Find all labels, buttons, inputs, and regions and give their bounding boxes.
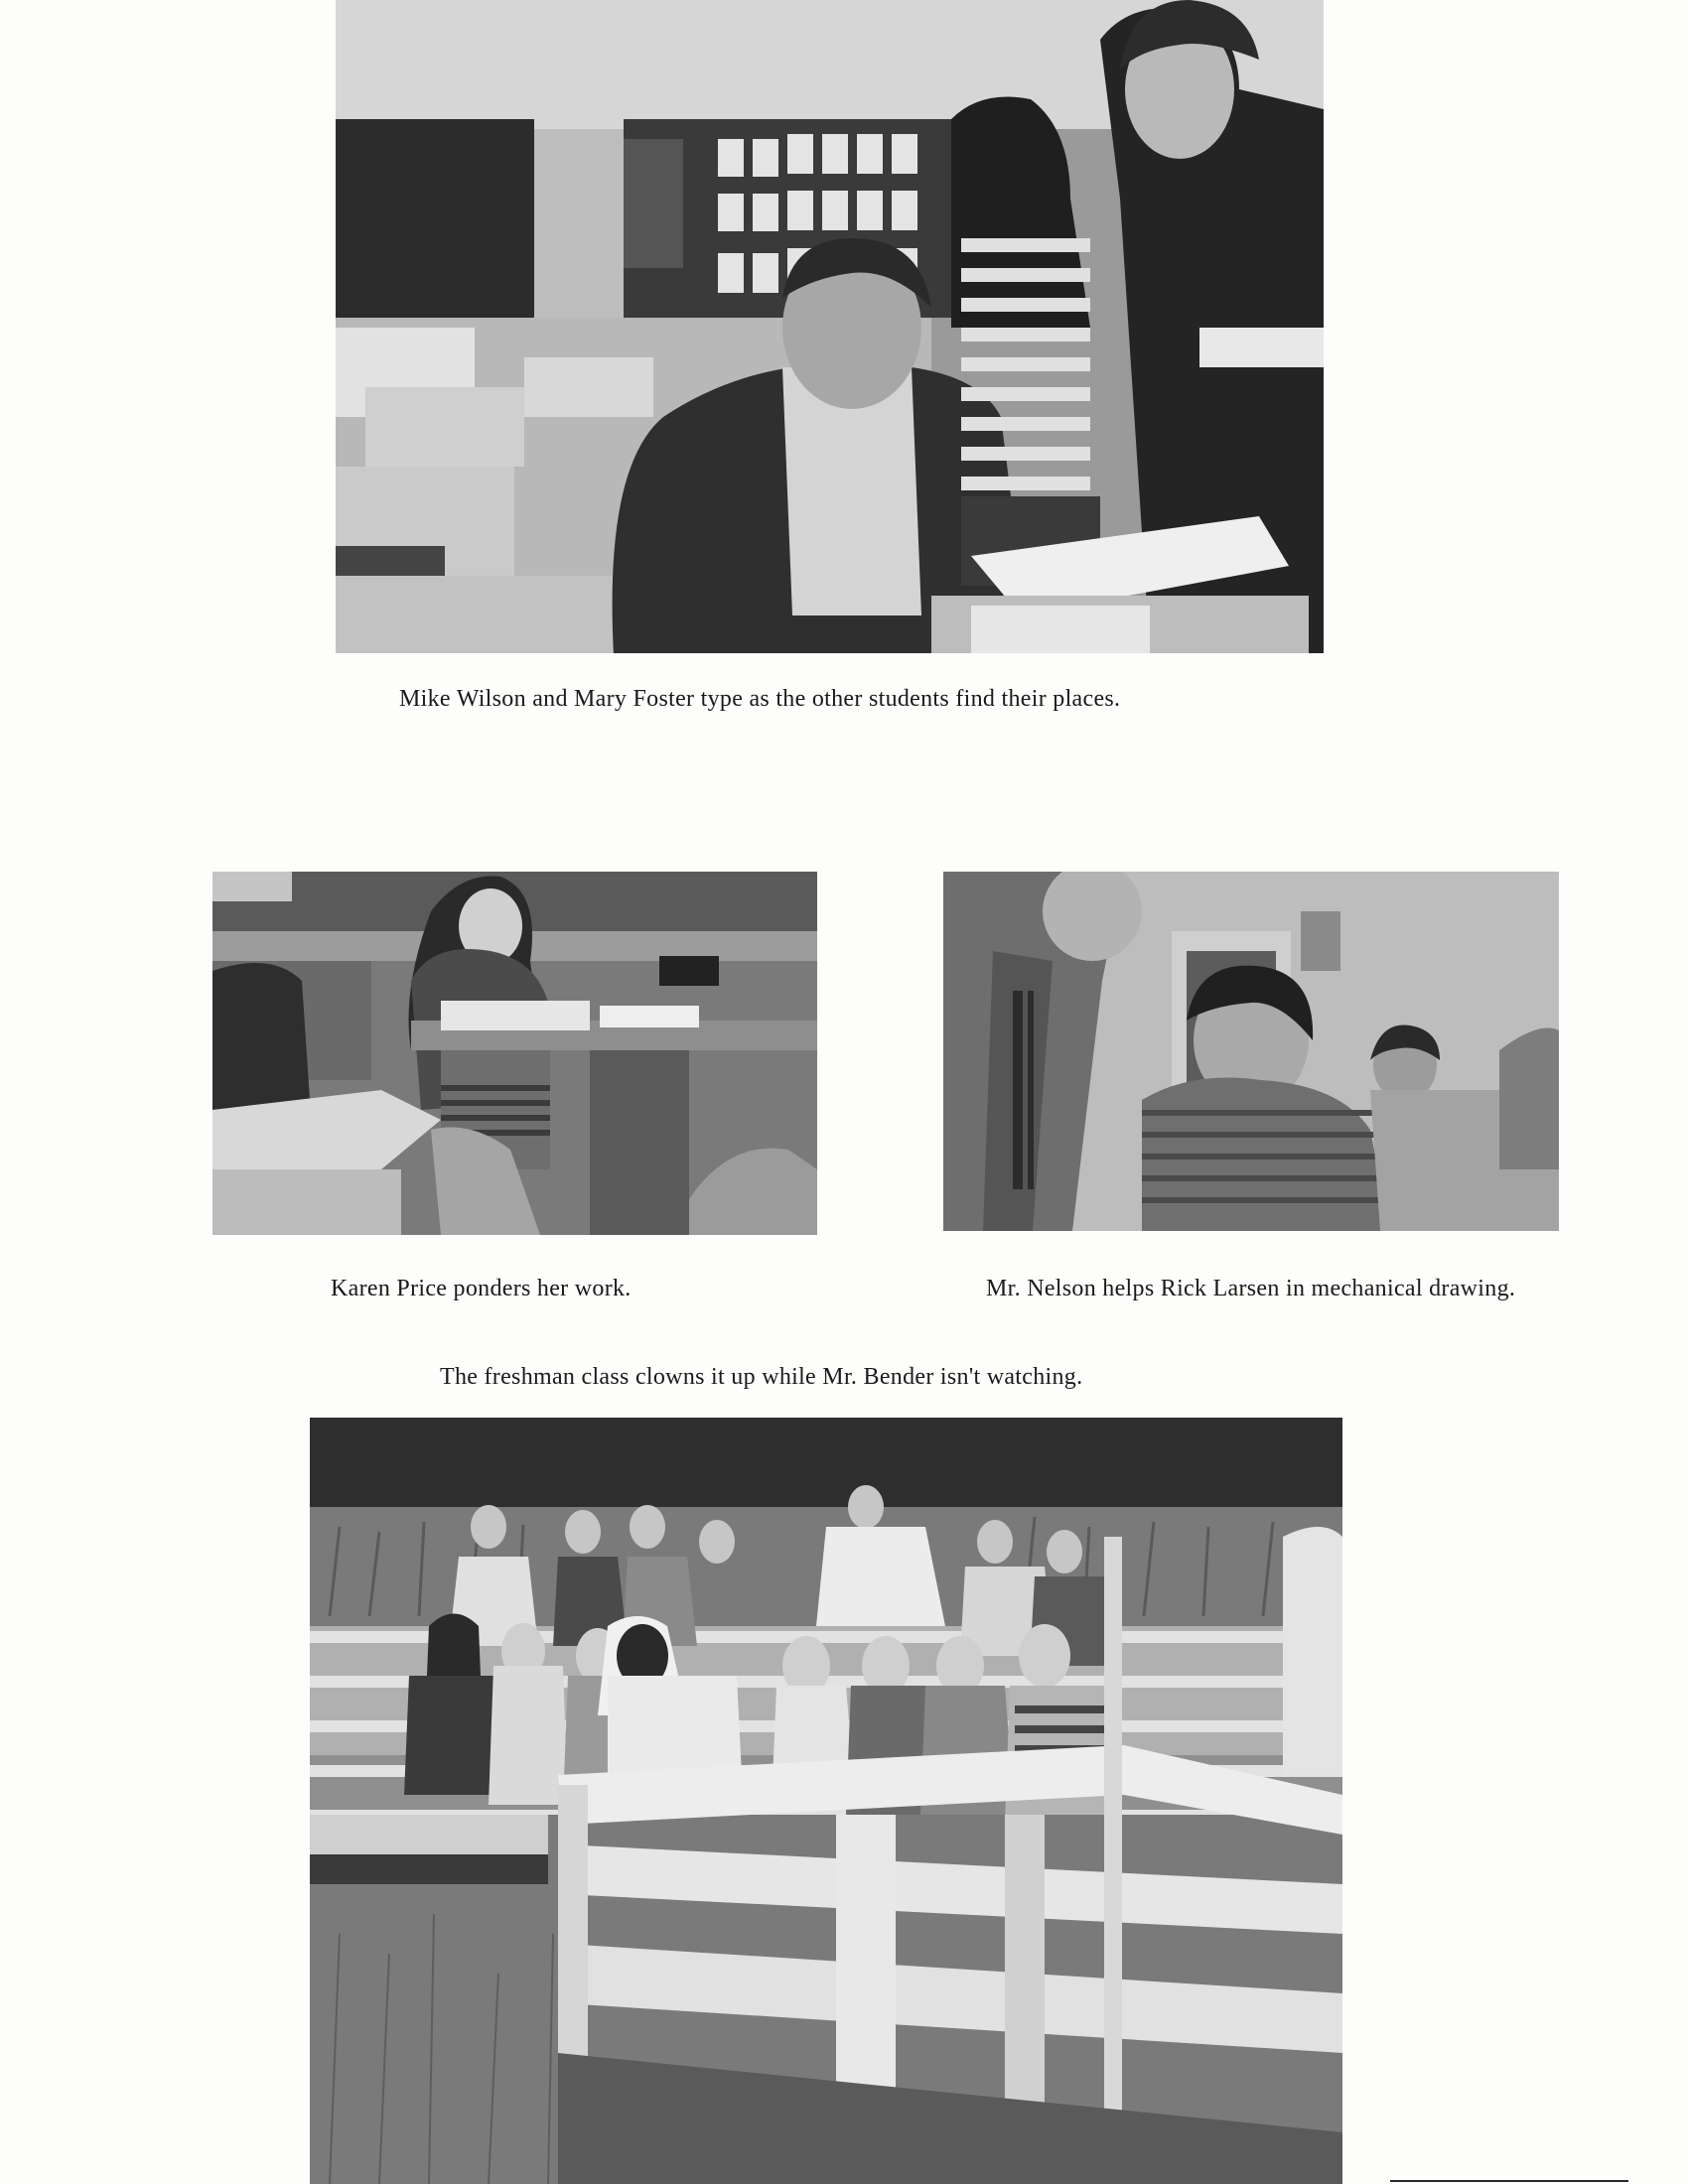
caption-mechanical-drawing: Mr. Nelson helps Rick Larsen in mechanical drawing. xyxy=(986,1276,1516,1301)
caption-typing-classroom: Mike Wilson and Mary Foster type as the other students find their places. xyxy=(399,686,1121,712)
photo-mechanical-drawing xyxy=(943,872,1559,1231)
photo-typing-classroom xyxy=(336,0,1324,653)
caption-karen-price: Karen Price ponders her work. xyxy=(331,1276,632,1301)
photo-freshman-class xyxy=(310,1418,1342,2184)
photo-karen-price xyxy=(212,872,817,1235)
caption-freshman-class: The freshman class clowns it up while Mr. Bender isn't watching. xyxy=(440,1364,1083,1390)
page-edge-line xyxy=(1390,2180,1628,2182)
